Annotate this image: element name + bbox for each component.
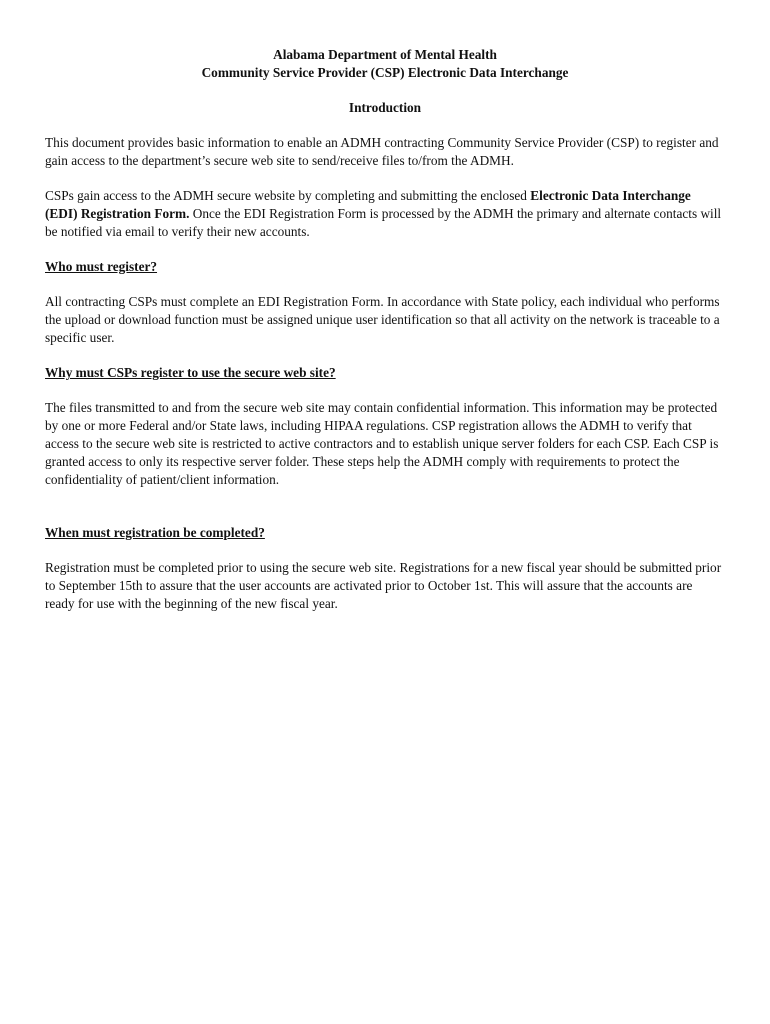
section-body-who-must-register: All contracting CSPs must complete an EDI Registration Form. In accordance with State policy, each individual who performs the upload or download function must be assigned unique user identification so that all activity on the network is traceable to a specific user. (45, 294, 720, 345)
section-heading-why-register: Why must CSPs register to use the secure web site? (45, 365, 336, 380)
document-title-line-1: Alabama Department of Mental Health (273, 47, 497, 62)
document-page (45, 46, 725, 613)
document-title-line-2: Community Service Provider (CSP) Electronic Data Interchange (201, 65, 569, 80)
introduction-heading: Introduction (348, 100, 422, 115)
intro-paragraph-2-pre: CSPs gain access to the ADMH secure website by completing and submitting the enclosed (45, 188, 531, 203)
edi-form-name: Electronic Data Interchange (EDI) Registration Form. (45, 188, 691, 221)
intro-paragraph-2 (45, 187, 725, 241)
intro-paragraph-1: This document provides basic information to enable an ADMH contracting Community Service Provider (CSP) to register and gain access to the department’s secure web site to send/receive files to/from the ADMH. (45, 135, 719, 168)
section-heading-who-must-register: Who must register? (45, 259, 158, 274)
section-heading-when-complete: When must registration be completed? (45, 525, 265, 540)
section-body-when-complete: Registration must be completed prior to using the secure web site. Registrations for a new fiscal year should be submitted prior to September 15th to assure that the user accounts are activated prior to October 1st. This will assure that the accounts are ready for use with the beginning of the new fiscal year. (45, 560, 722, 611)
section-body-why-register: The files transmitted to and from the secure web site may contain confidential information. This information may be protected by one or more Federal and/or State laws, including HIPAA regulations. CSP registration allows the ADMH to verify that access to the secure web site is restricted to active contractors and to establish unique server folders for each CSP. Each CSP is granted access to only its respective server folder. These steps help the ADMH comply with requirements to protect the confidentiality of patient/client information. (45, 400, 719, 487)
intro-paragraph-2-post: Once the EDI Registration Form is processed by the ADMH the primary and alternate contacts will be notified via email to verify their new accounts. (45, 206, 722, 239)
